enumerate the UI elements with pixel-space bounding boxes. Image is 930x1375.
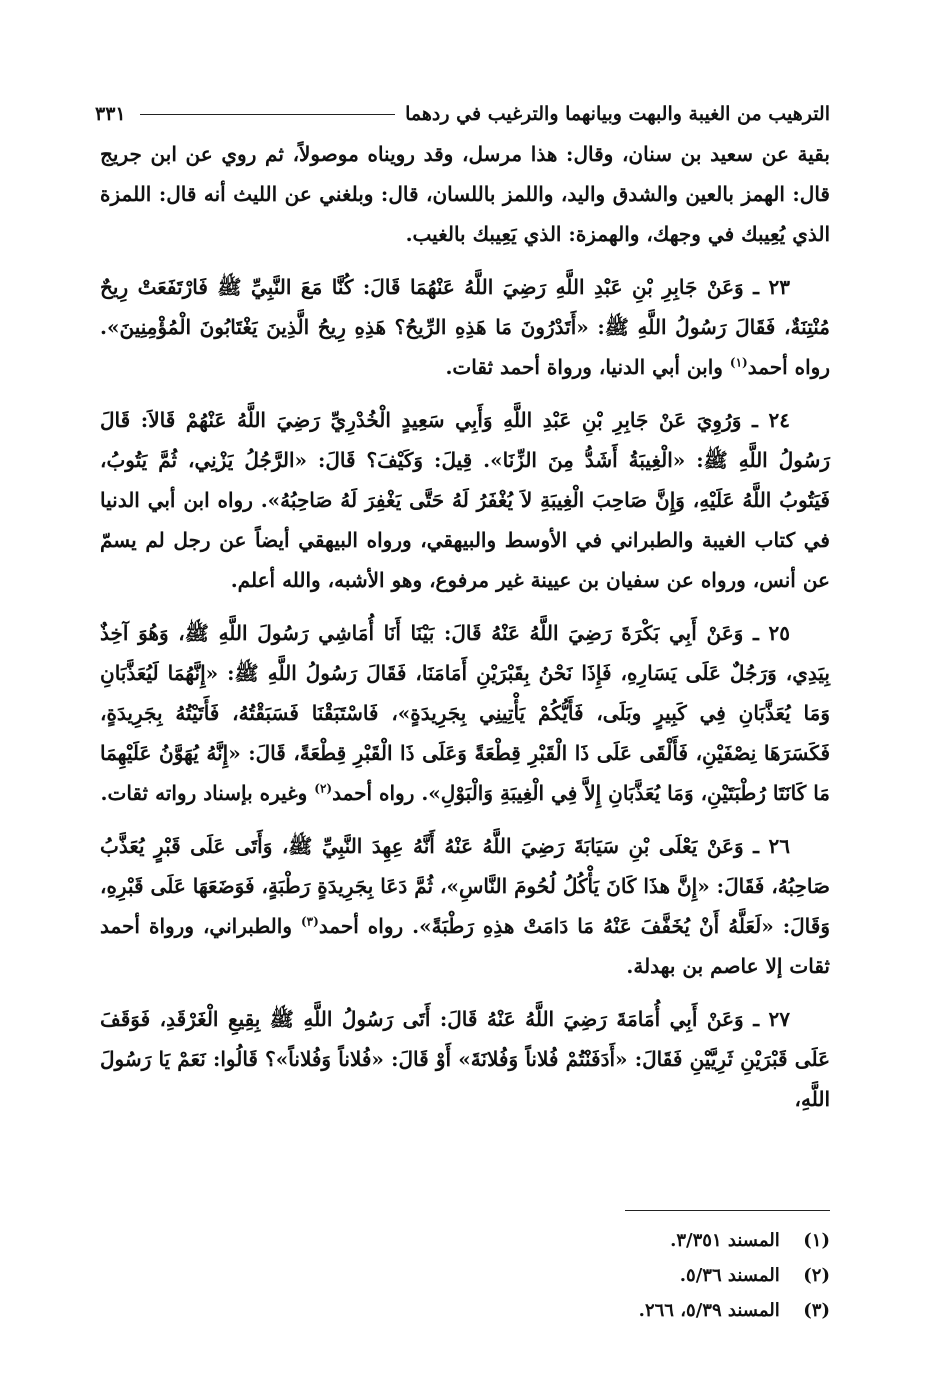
footnote-marker: (١)	[729, 355, 748, 370]
hadith-number: ٢٥ ـ	[752, 621, 790, 645]
hadith-text: وَعَنْ جَابِرِ بْنِ عَبْدِ اللَّهِ رَضِيَ اللَّهُ عَنْهُمَا قَالَ: كُنَّا مَعَ النَّبِيِّ ﷺ فَارْتَفَعَتْ رِيحٌ مُنْتِنَةٌ، فَقَالَ رَسُولُ اللَّهِ ﷺ: «أَتَدْرُونَ مَا هَذِهِ الرِّيحُ؟ هَذِهِ رِيحُ الَّذِينَ يَغْتَابُونَ الْمُؤْمِنِينَ». رواه أحمد	[100, 275, 830, 379]
running-header	[95, 94, 830, 134]
hadith-text: وَعَنْ أَبِي أُمَامَةَ رَضِيَ اللَّهُ عَنْهُ قَالَ: أَتَى رَسُولُ اللَّهِ ﷺ بِقِيعِ الْغَرْقَدِ، فَوَقَفَ عَلَى قَبْرَيْنِ ثَرِيَّيْنِ فَقَالَ: «أَدَفَنْتُمْ فُلاناً وَفُلانَةَ» أَوْ قَالَ: «فُلاناً وَفُلاناً»؟ قَالُوا: نَعَمْ يَا رَسُولَ اللَّهِ،	[100, 1007, 830, 1111]
footnote-number: (٣)	[803, 1300, 830, 1321]
hadith-23	[100, 267, 830, 387]
footnote-marker: (٢)	[314, 781, 333, 796]
footnotes	[100, 1223, 830, 1328]
hadith-24	[100, 400, 830, 600]
footnote-text: المسند ٥/٣٩، ٢٦٦.	[638, 1300, 780, 1321]
page-body	[100, 134, 830, 1132]
hadith-number: ٢٧ ـ	[753, 1007, 791, 1031]
footnote-number: (٢)	[803, 1265, 830, 1286]
footnote-separator	[625, 1210, 830, 1211]
header-title: الترهيب من الغيبة والبهت وبيانهما والترغيب في ردهما	[405, 103, 830, 125]
hadith-27	[100, 999, 830, 1119]
hadith-text-after: وغيره بإسناد رواته ثقات.	[100, 781, 315, 805]
footnote-1	[100, 1223, 830, 1258]
hadith-number: ٢٦ ـ	[753, 834, 790, 858]
hadith-26	[100, 826, 830, 986]
footnote-3	[100, 1293, 830, 1328]
footnote-number: (١)	[803, 1230, 830, 1251]
hadith-text: وَعَنْ يَعْلَى بْنِ سَيَابَةَ رَضِيَ اللَّهُ عَنْهُ أَنَّهُ عِهِدَ النَّبِيِّ ﷺ، وَأَتَى عَلَى قَبْرٍ يُعَذَّبُ صَاحِبُهُ، فَقَالَ: «إِنَّ هذَا كَانَ يَأْكُلُ لُحُومَ النَّاسِ»، ثُمَّ دَعَا بِجَرِيدَةٍ رَطْبَةٍ، فَوَضَعَهَا عَلَى قَبْرِهِ، وَقَالَ: «لَعَلَّهُ أَنْ يُخَفَّفَ عَنْهُ مَا دَامَتْ هذِهِ رَطْبَةً». رواه أحمد	[100, 834, 830, 938]
hadith-text-after: وابن أبي الدنيا، ورواة أحمد ثقات.	[445, 355, 730, 379]
footnote-text: المسند ٥/٣٦.	[679, 1265, 780, 1286]
hadith-number: ٢٣ ـ	[753, 275, 790, 299]
hadith-text: وَعَنْ أَبِي بَكْرَةَ رَضِيَ اللَّهُ عَنْهُ قَالَ: بَيْنَا أَنَا أُمَاشِي رَسُولَ اللَّهِ ﷺ، وَهُوَ آخِذٌ بِيَدِي، وَرَجُلٌ عَلَى يَسَارِهِ، فَإِذَا نَحْنُ بِقَبْرَيْنِ أَمَامَنَا، فَقَالَ رَسُولُ اللَّهِ ﷺ: «إِنَّهُمَا لَيُعَذَّبَانِ وَمَا يُعَذَّبَانِ فِي كَبِيرٍ وبَلَى، فَأَيُّكُمْ يَأْتِينِي بِجَرِيدَةٍ»، فَاسْتَبَقْنَا فَسَبَقْتُهُ، فَأَتَيْتُهُ بِجَرِيدَةٍ، فَكَسَرَهَا نِصْفَيْنِ، فَأَلْقَى عَلَى ذَا الْقَبْرِ قِطْعَةً وَعَلَى ذَا الْقَبْرِ قِطْعَةً، قَالَ: «إِنَّهُ يُهَوَّنُ عَلَيْهِمَا مَا كَانَتَا رُطْبَتَيْنِ، وَمَا يُعَذَّبَانِ إِلاَّ فِي الْغِيبَةِ وَالْبَوْلِ». رواه أحمد	[100, 621, 830, 805]
footnote-marker: (٣)	[300, 914, 319, 929]
header-rule	[140, 114, 396, 115]
page-number: ٣٣١	[95, 103, 126, 125]
hadith-25	[100, 613, 830, 813]
hadith-text-after: والطبراني، ورواة أحمد ثقات إلا عاصم بن بهدلة.	[100, 914, 830, 978]
paragraph-continuation	[100, 134, 830, 254]
footnote-2	[100, 1258, 830, 1293]
paragraph-text: بقية عن سعيد بن سنان، وقال: هذا مرسل، وقد رويناه موصولاً، ثم روي عن ابن جريج قال: الهمز بالعين والشدق واليد، واللمز باللسان، قال: وبلغني عن الليث أنه قال: اللمزة الذي يُعِيبك في وجهك، والهمزة: الذي يَعِيبك بالغيب.	[100, 142, 830, 246]
footnote-text: المسند ٣/٣٥١.	[670, 1230, 780, 1251]
hadith-number: ٢٤ ـ	[752, 408, 790, 432]
hadith-text: وَرُوِيَ عَنْ جَابِرِ بْنِ عَبْدِ اللَّهِ وَأَبِي سَعِيدٍ الْخُدْرِيِّ رَضِيَ اللَّهُ عَنْهُمْ قَالاَ: قَالَ رَسُولُ اللَّهِ ﷺ: «الْغِيبَةُ أَشَدُّ مِنَ الزِّنَا». قِيلَ: وَكَيْفَ؟ قَالَ: «الرَّجُلُ يَزْنِي، ثُمَّ يَتُوبُ، فَيَتُوبُ اللَّهُ عَلَيْهِ، وَإِنَّ صَاحِبَ الْغِيبَةِ لاَ يُغْفَرُ لَهُ حَتَّى يَغْفِرَ لَهُ صَاحِبُهُ». رواه ابن أبي الدنيا في كتاب الغيبة والطبراني في الأوسط والبيهقي، ورواه البيهقي أيضاً عن رجل لم يسمّ عن أنس، ورواه عن سفيان بن عيينة غير مرفوع، وهو الأشبه، والله أعلم.	[100, 408, 830, 592]
